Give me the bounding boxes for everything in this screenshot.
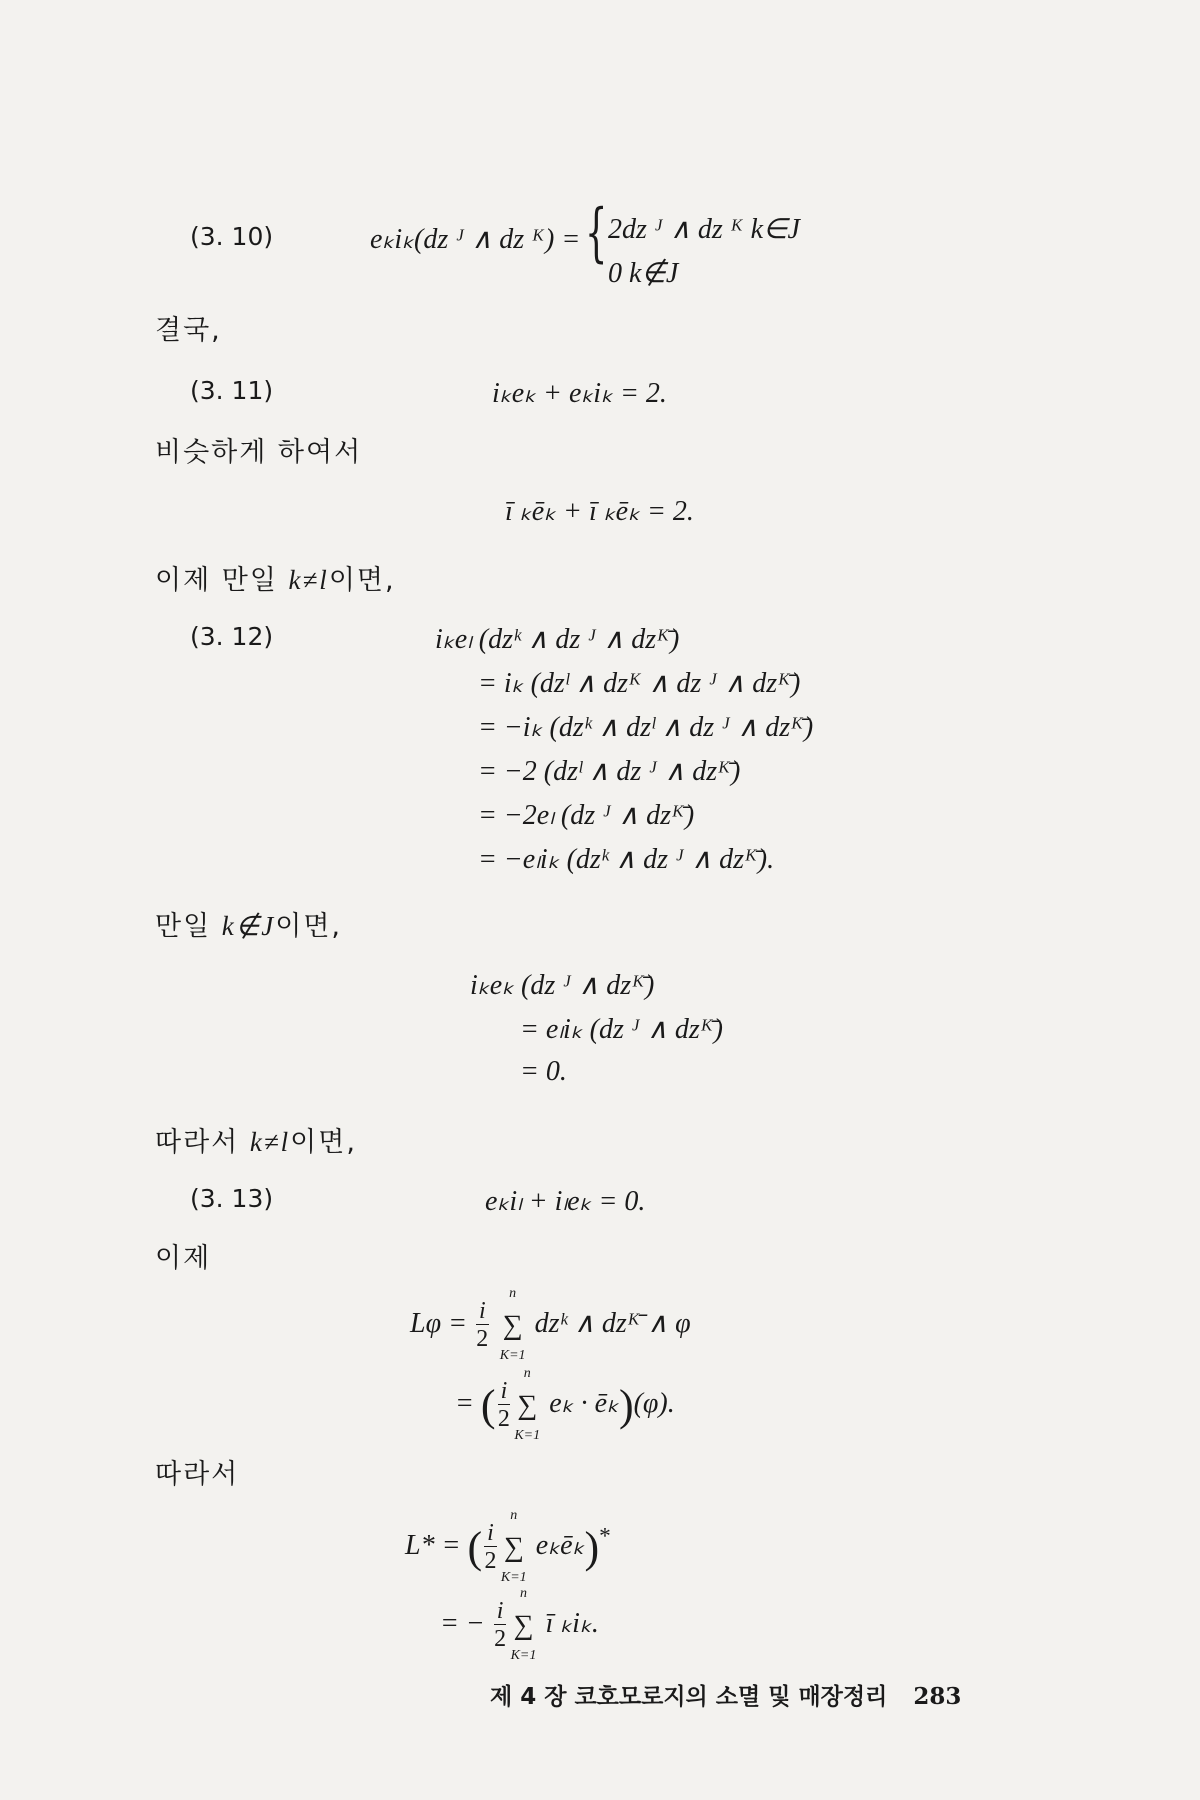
text-ije: 이제	[155, 1243, 212, 1274]
equation-L-line-1: Lφ = $\frac{i}{2}$ n ∑ K=1 dzᵏ ∧ dzᴷ̄ ∧ φ	[410, 1285, 691, 1363]
equation-3-11: iₖeₖ + eₖiₖ = 2.	[492, 378, 667, 409]
equation-3-12-line-6: = −eₗiₖ (dzᵏ ∧ dz ᴶ ∧ dzᴷ̄).	[478, 844, 775, 875]
chapter-title: 제 4 장 코호모로지의 소멸 및 매장정리	[490, 1684, 888, 1710]
text-gyeolguk: 결국,	[155, 315, 222, 346]
equation-3-12-line-5: = −2eₗ (dz ᴶ ∧ dzᴷ̄)	[478, 800, 695, 831]
text-ttaraseo: 따라서	[155, 1459, 240, 1490]
equation-3-10-lhs: eₖiₖ(dz ᴶ ∧ dz ᴷ) =	[370, 224, 581, 255]
equation-3-12-line-3: = −iₖ (dzᵏ ∧ dzˡ ∧ dz ᴶ ∧ dzᴷ̄)	[478, 712, 814, 743]
text-therefore-k-neq-l: 따라서 k≠l이면,	[155, 1127, 357, 1158]
equation-3-13: eₖiₗ + iₗeₖ = 0.	[485, 1186, 646, 1217]
cases-brace: {	[585, 196, 608, 270]
text-if-k-neq-l: 이제 만일 k≠l이면,	[155, 565, 396, 596]
equation-3-10-case-1: 2dz ᴶ ∧ dz ᴷ k∈J	[608, 214, 800, 245]
equation-3-12-line-2: = iₖ (dzˡ ∧ dzᴷ ∧ dz ᴶ ∧ dzᴷ̄)	[478, 668, 801, 699]
equation-conjugate-identity: ī ₖēₖ + ī ₖēₖ = 2.	[505, 496, 694, 527]
equation-block-b-line-3: = 0.	[520, 1056, 567, 1087]
equation-3-12-line-4: = −2 (dzˡ ∧ dz ᴶ ∧ dzᴷ̄)	[478, 756, 741, 787]
equation-number-3-11: (3. 11)	[190, 376, 274, 405]
page-footer	[490, 1678, 961, 1711]
equation-block-b-line-1: iₖeₖ (dz ᴶ ∧ dzᴷ̄)	[470, 970, 655, 1001]
equation-number-3-12: (3. 12)	[190, 622, 274, 651]
text-bisutage: 비슷하게 하여서	[155, 437, 363, 468]
equation-block-b-line-2: = eₗiₖ (dz ᴶ ∧ dzᴷ̄)	[520, 1014, 723, 1045]
page-number: 283	[913, 1683, 962, 1710]
equation-3-10-case-2: 0 k∉J	[608, 258, 679, 289]
text-if-k-notin-j: 만일 k∉J이면,	[155, 911, 342, 942]
equation-3-12-line-1: iₖeₗ (dzᵏ ∧ dz ᴶ ∧ dzᴷ̄)	[435, 624, 680, 655]
equation-number-3-10: (3. 10)	[190, 222, 274, 251]
equation-L-adjoint-line-2: = − $\frac{i}{2}$ n ∑ K=1 ī ₖiₖ.	[440, 1585, 599, 1663]
equation-number-3-13: (3. 13)	[190, 1184, 274, 1213]
equation-L-line-2: = ( $\frac{i}{2}$ n ∑ K=1 eₖ · ēₖ)(φ).	[455, 1365, 675, 1443]
equation-L-adjoint-line-1: L* = ( $\frac{i}{2}$ n ∑ K=1 eₖēₖ)*	[405, 1507, 611, 1585]
